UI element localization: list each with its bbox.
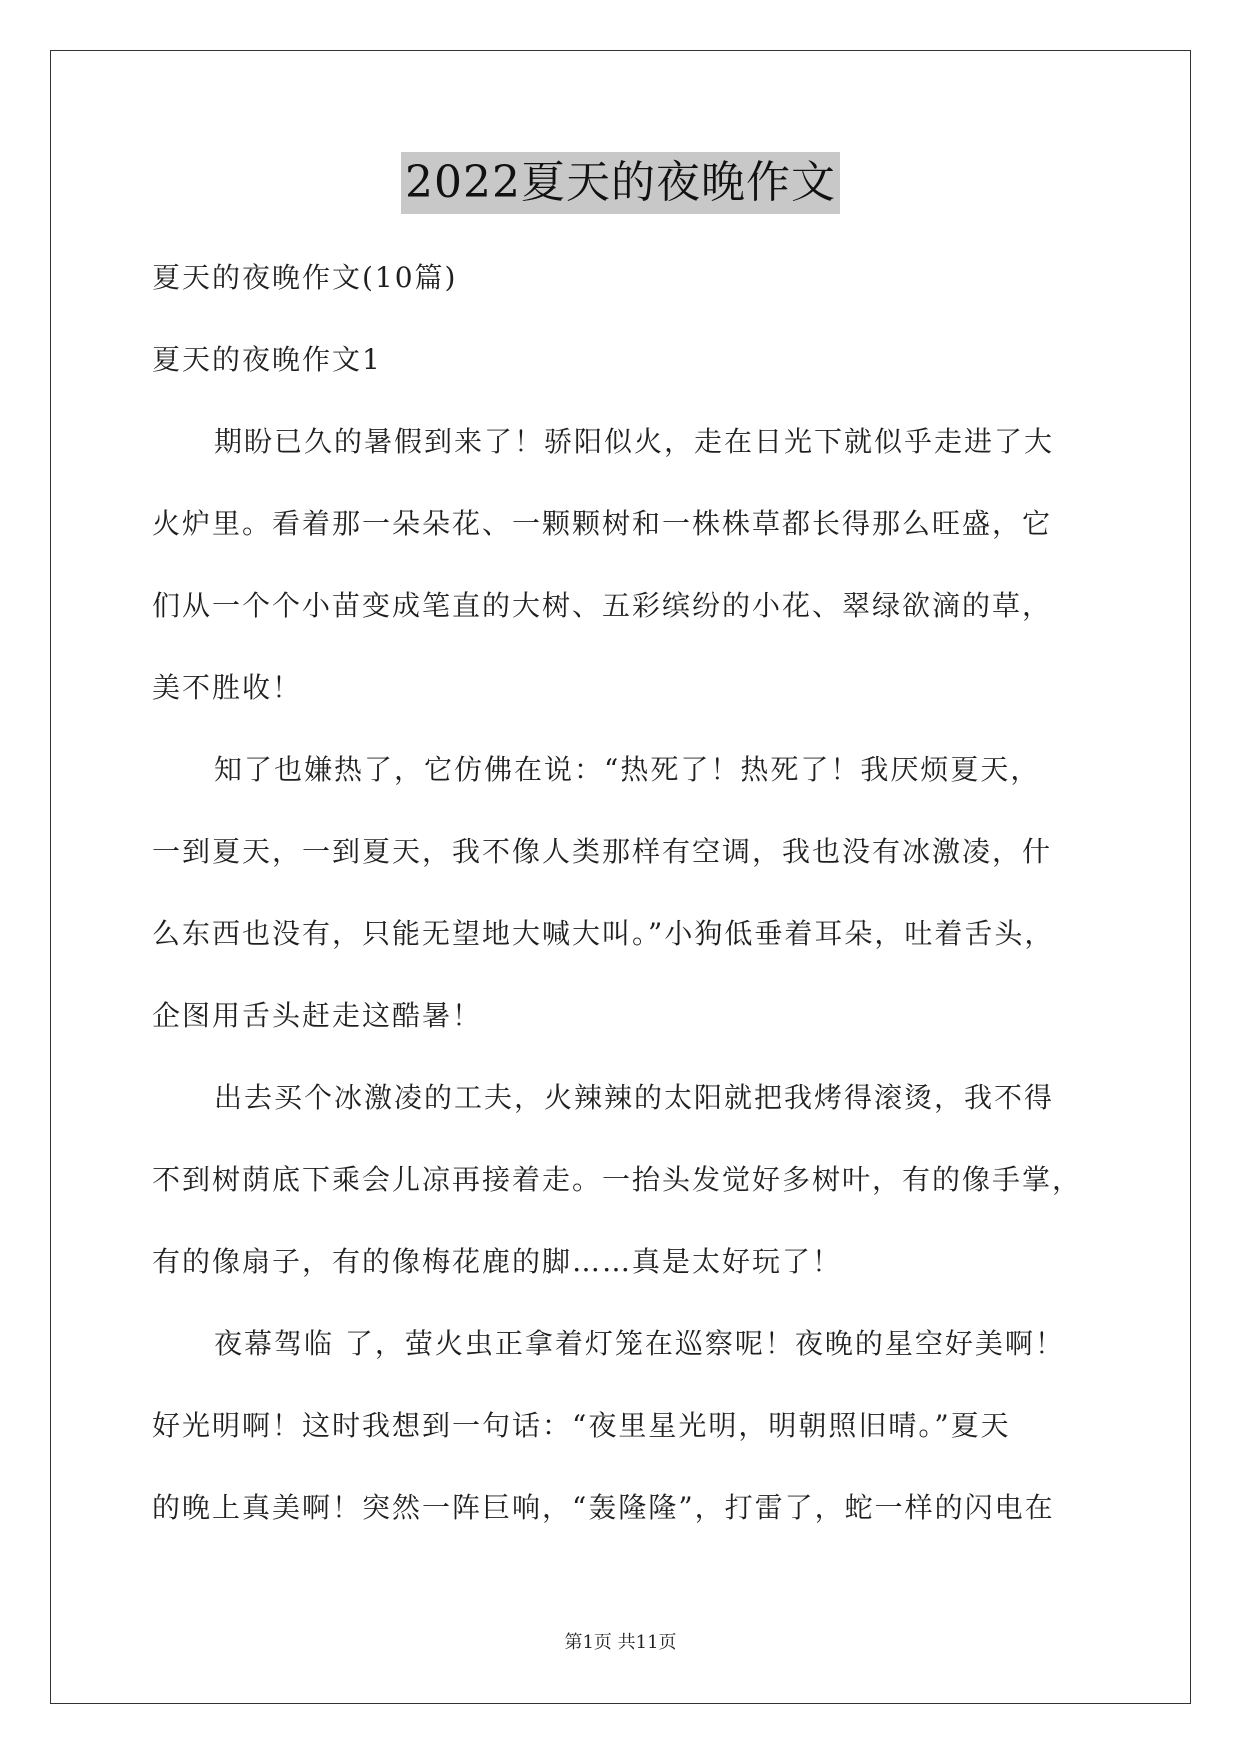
paragraph-line: 们从一个个小苗变成笔直的大树、五彩缤纷的小花、翠绿欲滴的草， [152,589,1053,622]
paragraph-line: 不到树荫底下乘会儿凉再接着走。一抬头发觉好多树叶，有的像手掌， [152,1163,1083,1196]
title-container [0,152,1241,214]
paragraph-line: 火炉里。看着那一朵朵花、一颗颗树和一株株草都长得那么旺盛，它 [152,507,1053,540]
page-number-footer: 第1页 共11页 [564,1632,677,1653]
paragraph-line: 有的像扇子，有的像梅花鹿的脚……真是太好玩了！ [152,1245,843,1278]
document-title: 2022夏天的夜晚作文 [401,152,840,214]
paragraph-line: 出去买个冰激凌的工夫，火辣辣的太阳就把我烤得滚烫，我不得 [214,1081,1055,1114]
paragraph-line: 期盼已久的暑假到来了！骄阳似火，走在日光下就似乎走进了大 [214,425,1055,458]
subtitle-line: 夏天的夜晚作文(10篇) [152,261,458,294]
paragraph-line: 夜幕驾临 了，萤火虫正拿着灯笼在巡察呢！夜晚的星空好美啊！ [214,1327,1065,1360]
paragraph-line: 美不胜收！ [152,671,303,704]
paragraph-line: 好光明啊！这时我想到一句话：“夜里星光明，明朝照旧晴。”夏天 [152,1409,1011,1442]
document-body [152,237,1112,1549]
section-heading: 夏天的夜晚作文1 [152,343,382,376]
paragraph-line: 么东西也没有，只能无望地大喊大叫。”小狗低垂着耳朵，吐着舌头， [152,917,1055,950]
paragraph-line: 企图用舌头赶走这酷暑！ [152,999,483,1032]
paragraph-line: 一到夏天，一到夏天，我不像人类那样有空调，我也没有冰激凌，什 [152,835,1053,868]
paragraph-line: 的晚上真美啊！突然一阵巨响，“轰隆隆”，打雷了，蛇一样的闪电在 [152,1491,1055,1524]
paragraph-line: 知了也嫌热了，它仿佛在说：“热死了！热死了！我厌烦夏天， [214,753,1041,786]
